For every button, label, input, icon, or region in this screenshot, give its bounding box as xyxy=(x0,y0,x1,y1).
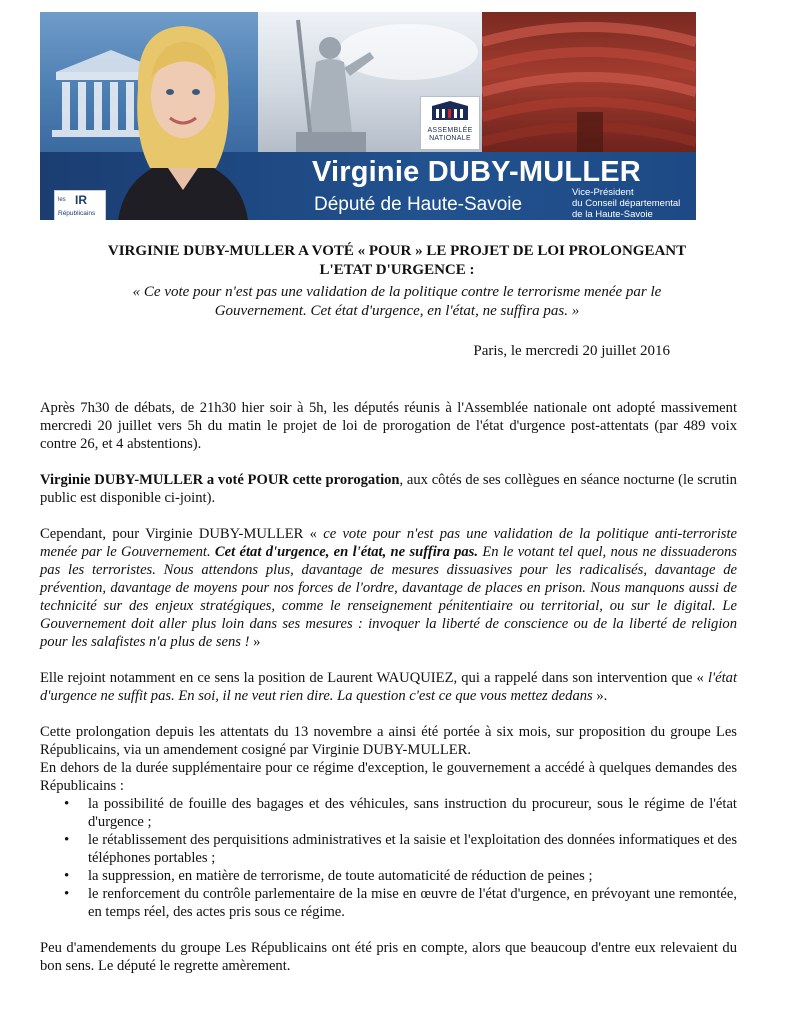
position-quote-bold: Cet état d'urgence, en l'état, ne suffira pas. xyxy=(214,544,478,560)
position-end: » xyxy=(249,634,261,650)
quote-line1: « Ce vote pour n'est pas une validation de la politique contre le terrorisme menée par le xyxy=(132,284,662,300)
assembly-emblem-icon xyxy=(430,100,470,122)
wauquiez-quote: l'état d'urgence ne suffit pas. En soi, il ne veut rien dire. La question c'est ce que vous mettez dedans xyxy=(40,670,737,704)
wauquiez-lead: Elle rejoint notamment en ce sens la position de Laurent WAUQUIEZ, qui a rappelé dans son intervention que « xyxy=(40,670,708,686)
vp-line2: du Conseil départemental xyxy=(572,198,681,209)
demands-list xyxy=(40,795,737,921)
paragraph-position xyxy=(40,525,737,651)
party-logo-les: les xyxy=(58,197,66,203)
list-item: • la suppression, en matière de terrorisme, de toute automaticité de réduction de peines ; xyxy=(88,867,737,885)
deputy-subtitle: Député de Haute-Savoie xyxy=(314,194,523,215)
statue-photo xyxy=(258,12,482,152)
vice-president-caption xyxy=(572,187,680,220)
list-item: • le rétablissement des perquisitions administratives et la saisie et l'exploitation des données informatiques et des téléphones portables ; xyxy=(88,831,737,867)
header-banner xyxy=(40,12,696,220)
hemicycle-illustration xyxy=(482,12,696,152)
paragraph-wauquiez xyxy=(40,669,737,705)
heading-line1: VIRGINIE DUBY-MULLER A VOTÉ « POUR » LE PROJET DE LOI PROLONGEANT xyxy=(107,243,687,259)
paragraph-vote xyxy=(40,471,737,507)
paragraph-prolongation: Cette prolongation depuis les attentats du 13 novembre a ainsi été portée à six mois, sur proposition du groupe Les Républicains, via un amendement cosigné par Virginie DUBY-MULLER. xyxy=(40,724,737,758)
quote-line2: Gouvernement. Cet état d'urgence, en l'état, ne suffira pas. » xyxy=(214,303,580,319)
assemblee-nationale-logo xyxy=(420,96,480,150)
portrait-illustration xyxy=(108,18,258,220)
wauquiez-end: ». xyxy=(592,688,608,704)
position-quote-2: En le votant tel quel, nous ne dissuaderons pas les terroristes. Nous attendons plus, davantage de mesures dissuasives pour les radicalisés, davantage de prévention, davantage de moyens pour nos forces de l'ordre, davantage de places en prison. Nous manquons aussi de technicité sur des enjeux stratégiques, comme le renseignement pénitentiaire ou territorial, ou sur le digital. Le Gouvernement doit aller plus loin dans ses mesures : invoquer la liberté de conscience ou de la liberté de religion pour les salafistes n'a plus de sens ! xyxy=(40,544,737,650)
les-republicains-logo xyxy=(54,190,106,220)
dateline: Paris, le mercredi 20 juillet 2016 xyxy=(473,343,670,359)
party-logo-name: Républicains xyxy=(58,210,96,217)
vote-statement: Virginie DUBY-MULLER a voté POUR cette prorogation xyxy=(40,472,400,488)
position-quote-1: ce vote pour n'est pas une validation de la politique anti-terroriste menée par le Gouvernement. xyxy=(40,526,737,560)
list-item: • le renforcement du contrôle parlementaire de la mise en œuvre de l'état d'urgence, en prévoyant une remontée, en temps réel, des actes pris sous ce régime. xyxy=(88,885,737,921)
party-logo-mark: IR xyxy=(75,193,87,207)
paragraph-debates: Après 7h30 de débats, de 21h30 hier soir à 5h, les députés réunis à l'Assemblée nationale ont adopté massivement mercredi 20 juillet vers 5h du matin le projet de loi de prorogation de l'état d'urgence post-attentats (par 489 voix contre 26, et 4 abstentions). xyxy=(40,400,737,452)
article-body xyxy=(40,399,737,975)
an-logo-line2: NATIONALE xyxy=(429,135,471,142)
hemicycle-photo xyxy=(482,12,696,152)
paragraph-conclusion: Peu d'amendements du groupe Les Républicains ont été pris en compte, alors que beaucoup d'entre eux relevaient du bon sens. Le député le regrette amèrement. xyxy=(40,940,737,974)
list-item: • la possibilité de fouille des bagages et des véhicules, sans instruction du procureur, sous le régime de l'état d'urgence ; xyxy=(88,795,737,831)
an-logo-line1: ASSEMBLÉE xyxy=(427,127,473,134)
paragraph-demands: En dehors de la durée supplémentaire pour ce régime d'exception, le gouvernement a accédé à quelques demandes des Républicains : xyxy=(40,760,737,794)
vote-context: , aux côtés de ses collègues en séance nocturne (le scrutin public est disponible ci-joint). xyxy=(40,472,737,506)
heading-line2: L'ETAT D'URGENCE : xyxy=(319,262,475,278)
vp-line3: de la Haute-Savoie xyxy=(572,209,653,220)
position-lead: Cependant, pour Virginie DUBY-MULLER « xyxy=(40,526,324,542)
portrait-photo xyxy=(108,18,258,220)
vp-line1: Vice-Président xyxy=(572,187,634,198)
press-release-heading xyxy=(40,242,754,280)
headline-quote xyxy=(40,283,754,321)
deputy-name: Virginie DUBY-MULLER xyxy=(312,156,641,188)
